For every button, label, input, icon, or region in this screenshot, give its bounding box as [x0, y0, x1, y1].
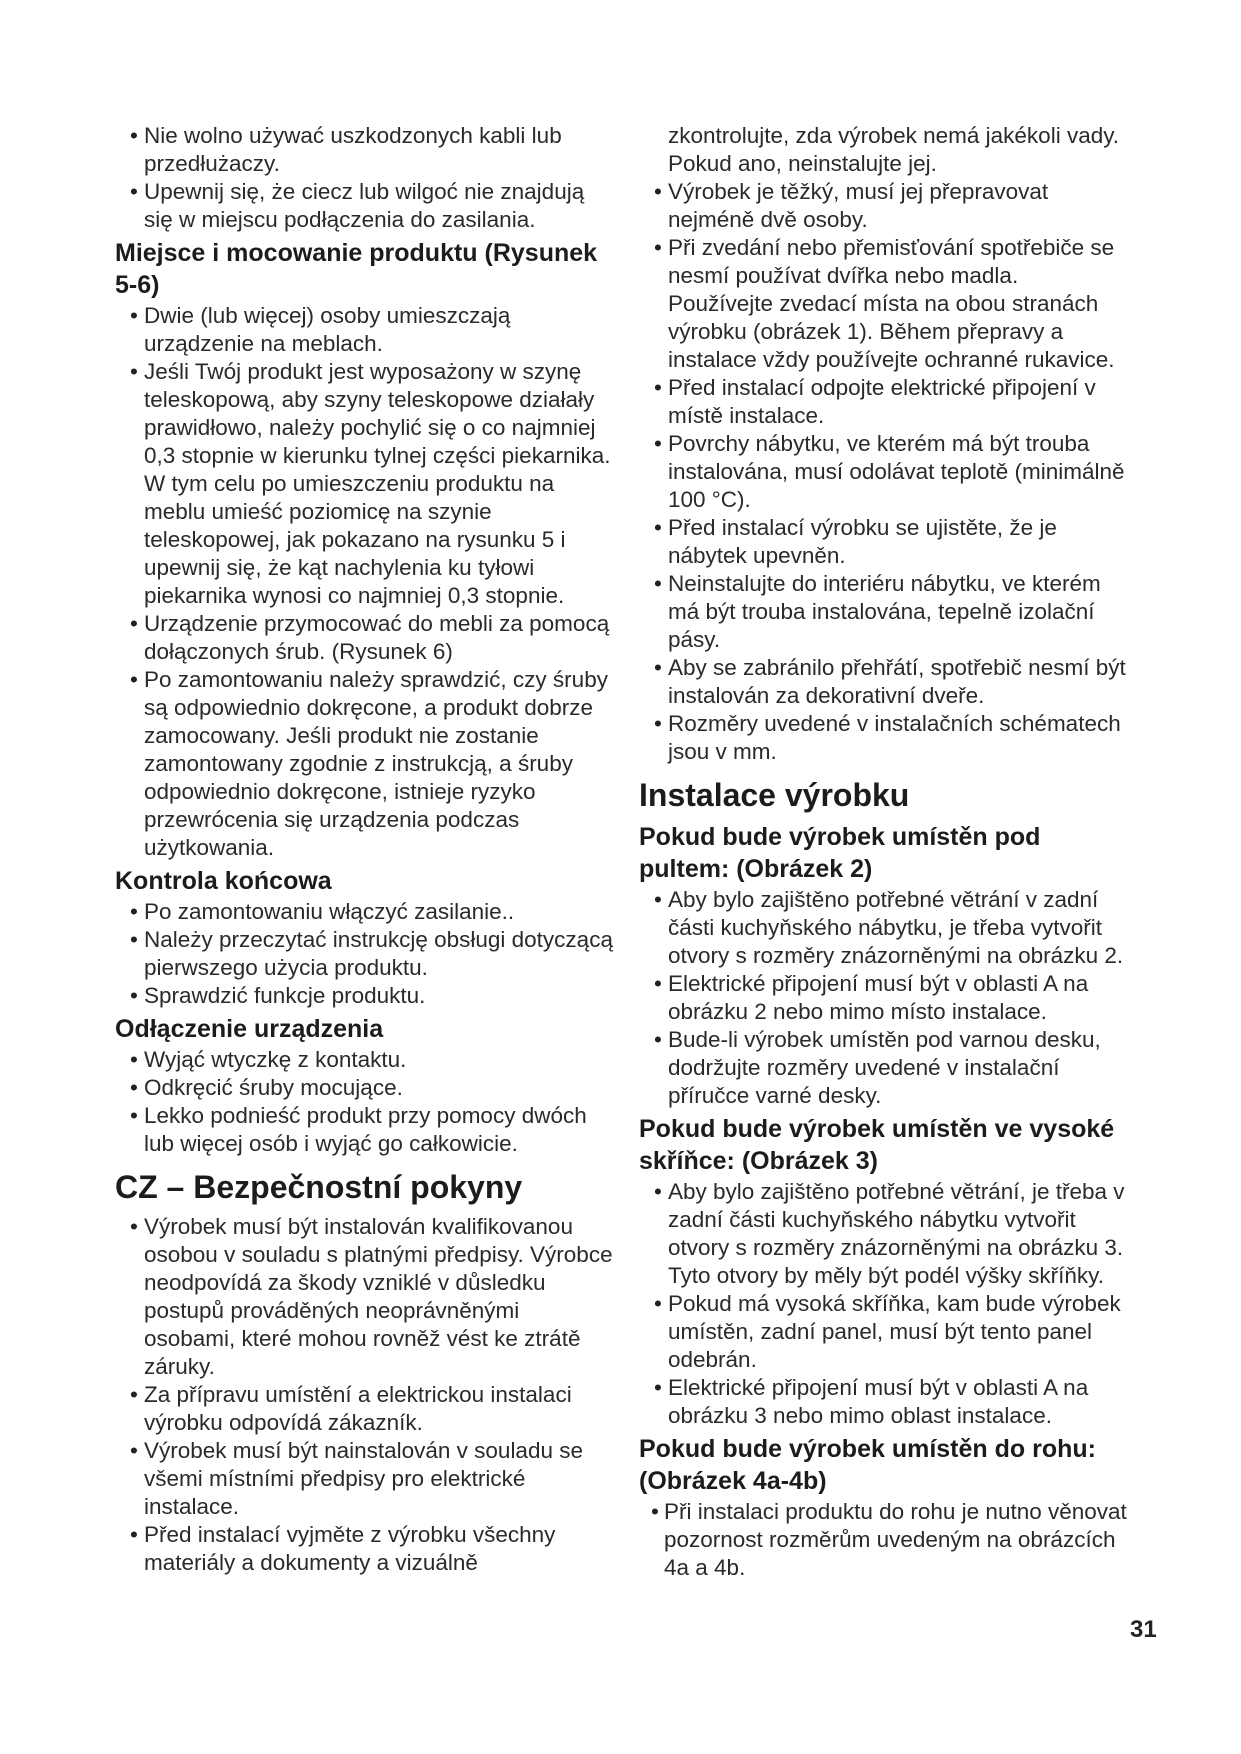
corner-heading: Pokud bude výrobek umístěn do rohu: (Obrázek 4a-4b)	[639, 1435, 1096, 1495]
list-item: • Wyjąć wtyczkę z kontaktu.	[115, 1046, 615, 1074]
mounting-list	[115, 302, 615, 862]
disconnect-heading: Odłączenie urządzenia	[115, 1015, 384, 1043]
list-item: • Aby bylo zajištěno potřebné větrání v zadní části kuchyňského nábytku, je třeba vytvořit otvory s rozměry znázorněnými na obrázku 2.	[639, 886, 1129, 970]
mounting-heading: Miejsce i mocowanie produktu (Rysunek 5-6)	[115, 239, 598, 299]
cz-safety-list-continued	[639, 178, 1129, 766]
tall-cabinet-list	[639, 1178, 1129, 1430]
list-item: • Elektrické připojení musí být v oblasti A na obrázku 2 nebo mimo místo instalace.	[639, 970, 1129, 1026]
list-item: • Před instalací výrobku se ujistěte, že je nábytek upevněn.	[639, 514, 1129, 570]
list-item: • Rozměry uvedené v instalačních schématech jsou v mm.	[639, 710, 1129, 766]
cz-safety-title: CZ – Bezpečnostní pokyny	[115, 1169, 523, 1205]
list-item: • Pokud má vysoká skříňka, kam bude výrobek umístěn, zadní panel, musí být tento panel odebrán.	[639, 1290, 1129, 1374]
list-item: • Bude-li výrobek umístěn pod varnou desku, dodržujte rozměry uvedené v instalační příručce varné desky.	[639, 1026, 1129, 1110]
list-item: • Neinstalujte do interiéru nábytku, ve kterém má být trouba instalována, tepelně izolační pásy.	[639, 570, 1129, 654]
list-item: • Výrobek je těžký, musí jej přepravovat nejméně dvě osoby.	[639, 178, 1129, 234]
left-column	[115, 122, 615, 1577]
right-column	[639, 122, 1129, 1582]
under-counter-heading: Pokud bude výrobek umístěn pod pultem: (Obrázek 2)	[639, 823, 1041, 883]
page-number: 31	[1130, 1616, 1157, 1643]
install-title: Instalace výrobku	[639, 777, 910, 813]
list-item: • Aby se zabránilo přehřátí, spotřebič nesmí být instalován za dekorativní dveře.	[639, 654, 1129, 710]
list-item: • Należy przeczytać instrukcję obsługi dotyczącą pierwszego użycia produktu.	[115, 926, 615, 982]
list-item: • Výrobek musí být nainstalován v souladu se všemi místními předpisy pro elektrické instalace.	[115, 1437, 615, 1521]
list-item: • Jeśli Twój produkt jest wyposażony w szynę teleskopową, aby szyny teleskopowe działały prawidłowo, należy pochylić się o co najmniej 0,3 stopnie w kierunku tylnej części piekarnika. W tym celu po umieszczeniu produktu na meblu umieść poziomicę na szynie teleskopowej, jak pokazano na rysunku 5 i upewnij się, że kąt nachylenia ku tyłowi piekarnika wynosi co najmniej 0,3 stopnie.	[115, 358, 615, 610]
list-item: • Nie wolno używać uszkodzonych kabli lub przedłużaczy.	[115, 122, 615, 178]
list-item: • Za přípravu umístění a elektrickou instalaci výrobku odpovídá zákazník.	[115, 1381, 615, 1437]
under-counter-list	[639, 886, 1129, 1110]
list-item: • Před instalací odpojte elektrické připojení v místě instalace.	[639, 374, 1129, 430]
list-item: • Lekko podnieść produkt przy pomocy dwóch lub więcej osób i wyjąć go całkowicie.	[115, 1102, 615, 1158]
list-item: • Upewnij się, że ciecz lub wilgoć nie znajdują się w miejscu podłączenia do zasilania.	[115, 178, 615, 234]
cz-safety-list	[115, 1213, 615, 1577]
corner-list	[639, 1498, 1129, 1582]
disconnect-list	[115, 1046, 615, 1158]
list-item: • Dwie (lub więcej) osoby umieszczają urządzenie na meblach.	[115, 302, 615, 358]
tall-cabinet-heading: Pokud bude výrobek umístěn ve vysoké skříňce: (Obrázek 3)	[639, 1115, 1115, 1175]
list-item: • Povrchy nábytku, ve kterém má být trouba instalována, musí odolávat teplotě (minimálně 100 °C).	[639, 430, 1129, 514]
continued-text: zkontrolujte, zda výrobek nemá jakékoli vady. Pokud ano, neinstalujte jej.	[668, 123, 1120, 176]
list-item: • Po zamontowaniu należy sprawdzić, czy śruby są odpowiednio dokręcone, a produkt dobrze zamocowany. Jeśli produkt nie zostanie zamontowany zgodnie z instrukcją, a śruby odpowiednio dokręcone, istnieje ryzyko przewrócenia się urządzenia podczas użytkowania.	[115, 666, 615, 862]
intro-list	[115, 122, 615, 234]
final-check-list	[115, 898, 615, 1010]
list-item: • Výrobek musí být instalován kvalifikovanou osobou v souladu s platnými předpisy. Výrobce neodpovídá za škody vzniklé v důsledku postupů prováděných neoprávněnými osobami, které mohou rovněž vést ke ztrátě záruky.	[115, 1213, 615, 1381]
list-item: • Odkręcić śruby mocujące.	[115, 1074, 615, 1102]
final-check-heading: Kontrola końcowa	[115, 867, 332, 895]
list-item: • Urządzenie przymocować do mebli za pomocą dołączonych śrub. (Rysunek 6)	[115, 610, 615, 666]
list-item: • Elektrické připojení musí být v oblasti A na obrázku 3 nebo mimo oblast instalace.	[639, 1374, 1129, 1430]
list-item: • Sprawdzić funkcje produktu.	[115, 982, 615, 1010]
list-item: • Při instalaci produktu do rohu je nutno věnovat pozornost rozměrům uvedeným na obrázcích 4a a 4b.	[639, 1498, 1129, 1582]
list-item: • Aby bylo zajištěno potřebné větrání, je třeba v zadní části kuchyňského nábytku vytvořit otvory s rozměry znázorněnými na obrázku 3. Tyto otvory by měly být podél výšky skříňky.	[639, 1178, 1129, 1290]
list-item: • Po zamontowaniu włączyć zasilanie..	[115, 898, 615, 926]
list-item: • Při zvedání nebo přemisťování spotřebiče se nesmí používat dvířka nebo madla. Používejte zvedací místa na obou stranách výrobku (obrázek 1). Během přepravy a instalace vždy používejte ochranné rukavice.	[639, 234, 1129, 374]
list-item: • Před instalací vyjměte z výrobku všechny materiály a dokumenty a vizuálně	[115, 1521, 615, 1577]
